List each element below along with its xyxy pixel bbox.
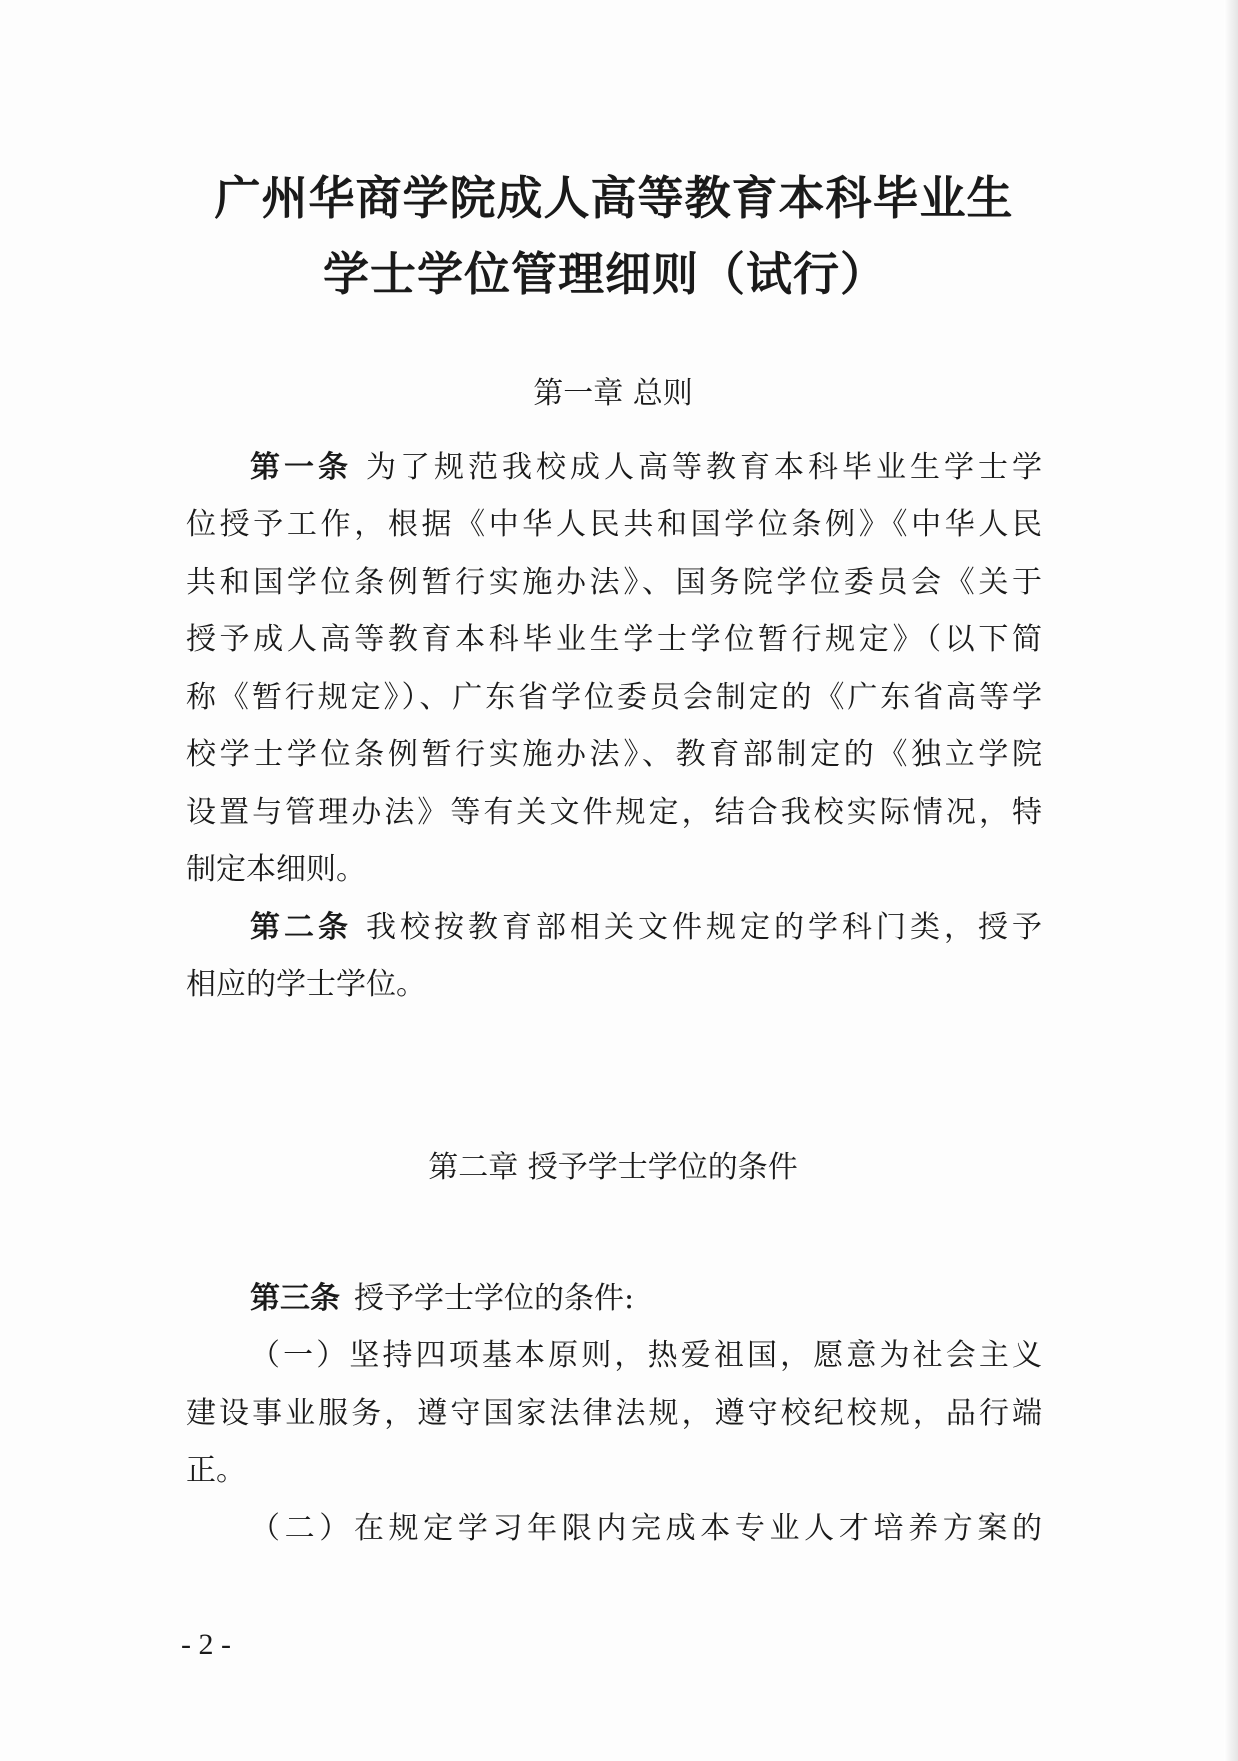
article-2-line: 相应的学士学位。	[186, 967, 426, 1002]
article-3-label: 第三条	[250, 1281, 340, 1316]
article-3-text: 授予学士学位的条件:	[354, 1281, 635, 1316]
article-2-first-line	[250, 906, 1042, 950]
article-2-label: 第二条	[250, 910, 352, 945]
article-2-line: 我校按教育部相关文件规定的学科门类，授予	[366, 910, 1042, 945]
article-3-item-1-line: 正。	[186, 1453, 246, 1488]
article-1-line: 授予成人高等教育本科毕业生学士学位暂行规定》（以下简	[186, 622, 1042, 657]
scan-edge-shadow	[1224, 0, 1238, 1761]
document-title-line-2: 学士学位管理细则（试行）	[323, 247, 887, 301]
page-number: - 2 -	[181, 1628, 231, 1661]
article-1-line: 为了规范我校成人高等教育本科毕业生学士学	[366, 450, 1042, 485]
chapter-2-heading: 第二章 授予学士学位的条件	[428, 1150, 798, 1185]
article-1-line: 校学士学位条例暂行实施办法》、教育部制定的《独立学院	[186, 737, 1042, 772]
article-1-first-line	[250, 446, 1042, 490]
article-1-line: 位授予工作，根据《中华人民共和国学位条例》《中华人民	[186, 507, 1042, 542]
article-1-line: 共和国学位条例暂行实施办法》、国务院学位委员会《关于	[186, 565, 1042, 600]
document-title-line-1: 广州华商学院成人高等教育本科毕业生	[214, 171, 1014, 225]
article-3-item-2-line: （二）在规定学习年限内完成本专业人才培养方案的	[250, 1511, 1042, 1546]
article-3-item-1-line: （一）坚持四项基本原则，热爱祖国，愿意为社会主义	[250, 1338, 1042, 1373]
article-1-line: 制定本细则。	[186, 852, 366, 887]
article-1-line: 设置与管理办法》等有关文件规定，结合我校实际情况，特	[186, 795, 1042, 830]
article-3-first-line	[250, 1277, 1042, 1321]
article-3-item-1-line: 建设事业服务，遵守国家法律法规，遵守校纪校规，品行端	[186, 1396, 1042, 1431]
chapter-1-heading: 第一章 总则	[533, 376, 693, 411]
article-1-line: 称《暂行规定》）、广东省学位委员会制定的《广东省高等学	[186, 680, 1042, 715]
article-1-label: 第一条	[250, 450, 352, 485]
